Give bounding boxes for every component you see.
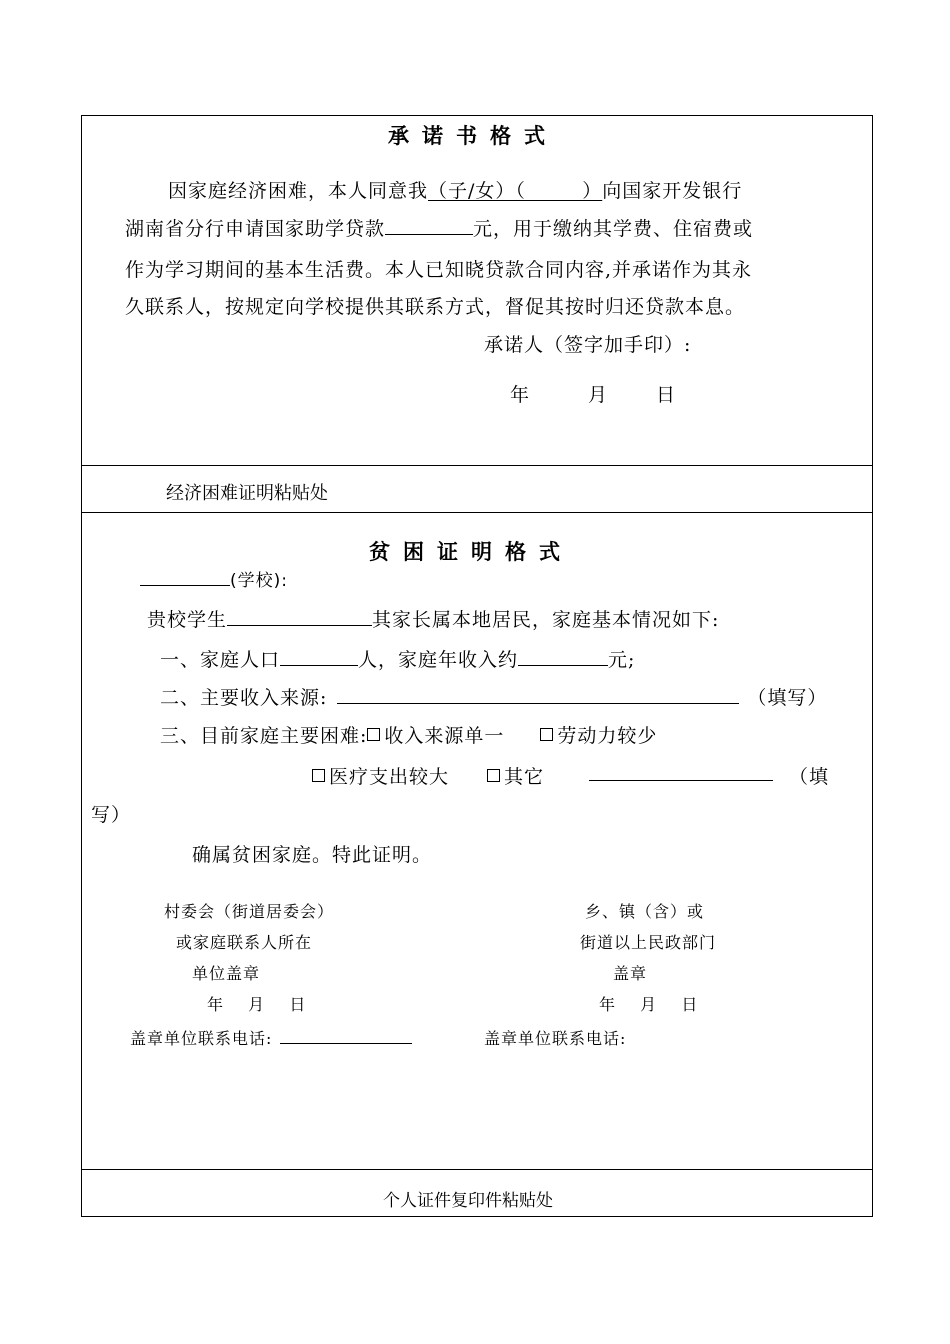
- school-field[interactable]: [140, 567, 230, 586]
- checkbox-other[interactable]: [487, 769, 500, 782]
- right-stamp-date: 年 月 日: [599, 995, 699, 1014]
- pledge-line-1: 因家庭经济困难，本人同意我（子/女）（ ）向国家开发银行: [168, 180, 743, 202]
- pledge-line-2: 湖南省分行申请国家助学贷款 元，用于缴纳其学费、住宿费或: [125, 218, 754, 240]
- pledge-date-month: 月: [588, 384, 609, 406]
- left-stamp-line-3: 单位盖章: [192, 964, 261, 983]
- divider: [81, 465, 873, 466]
- right-stamp-line-3: 盖章: [613, 964, 648, 983]
- income-source-field[interactable]: [337, 685, 739, 704]
- fill-note-b: 写）: [91, 804, 132, 826]
- right-stamp-line-1: 乡、镇（含）或: [585, 902, 705, 921]
- paste-area-label: 经济困难证明粘贴处: [166, 483, 328, 504]
- child-field[interactable]: （子/女）（ ）: [428, 180, 603, 202]
- other-field[interactable]: [589, 780, 773, 781]
- pledge-line-4: 久联系人，按规定向学校提供其联系方式，督促其按时归还贷款本息。: [125, 296, 746, 318]
- fill-note-a: （填: [789, 766, 830, 788]
- checkbox-medical-expense[interactable]: [312, 769, 325, 782]
- poverty-title: 贫困证明格式: [369, 540, 573, 564]
- school-line: (学校):: [140, 566, 288, 591]
- pledge-signer: 承诺人（签字加手印）:: [484, 334, 692, 356]
- left-stamp-date: 年 月 日: [207, 995, 307, 1014]
- pledge-title: 承诺书格式: [388, 124, 558, 148]
- checkbox-less-labor[interactable]: [540, 728, 553, 741]
- pledge-date-year: 年: [510, 384, 531, 406]
- left-stamp-line-1: 村委会（街道居委会）: [164, 902, 335, 921]
- pledge-date-day: 日: [656, 384, 677, 406]
- student-name-field[interactable]: [227, 607, 372, 626]
- phone-field-left[interactable]: [280, 1027, 412, 1044]
- student-line: 贵校学生 其家长属本地居民，家庭基本情况如下:: [147, 609, 720, 631]
- annual-income-field[interactable]: [518, 647, 608, 666]
- phone-line-right: 盖章单位联系电话:: [484, 1029, 627, 1048]
- confirm-text: 确属贫困家庭。特此证明。: [192, 844, 433, 866]
- checkbox-single-income[interactable]: [367, 728, 380, 741]
- item-1: 一、家庭人口 人，家庭年收入约 元;: [160, 649, 636, 671]
- right-stamp-line-2: 街道以上民政部门: [580, 933, 717, 952]
- left-stamp-line-2: 或家庭联系人所在: [176, 933, 313, 952]
- item-3: 三、目前家庭主要困难: 收入来源单一 劳动力较少: [160, 725, 658, 747]
- phone-line-left: 盖章单位联系电话:: [130, 1026, 412, 1049]
- item-2: 二、主要收入来源: （填写）: [160, 687, 828, 709]
- pledge-line-3: 作为学习期间的基本生活费。本人已知晓贷款合同内容,并承诺作为其永: [125, 259, 753, 281]
- divider: [81, 512, 873, 513]
- loan-amount-field[interactable]: [385, 216, 473, 235]
- divider: [81, 1169, 873, 1170]
- id-copy-label: 个人证件复印件粘贴处: [383, 1191, 553, 1211]
- household-size-field[interactable]: [280, 647, 358, 666]
- item-3-cont: 医疗支出较大 其它: [312, 762, 544, 789]
